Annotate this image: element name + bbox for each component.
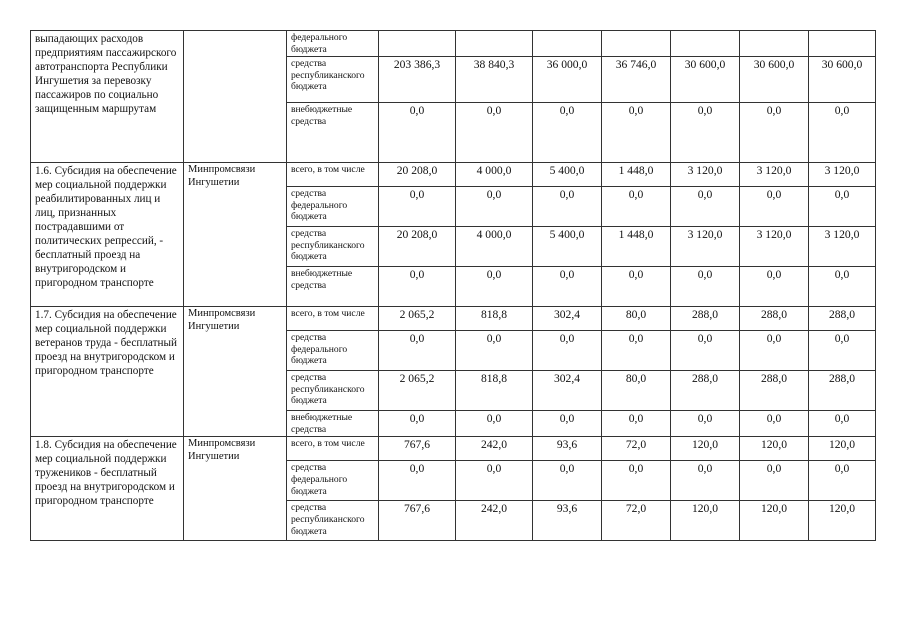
- value-cell: 0,0: [456, 103, 533, 163]
- value-cell: [456, 31, 533, 57]
- funding-source-cell: всего, в том числе: [287, 163, 379, 187]
- value-cell: 0,0: [602, 331, 671, 371]
- executor-cell: Минпромсвязи Ингушетии: [184, 437, 287, 541]
- value-cell: 0,0: [533, 187, 602, 227]
- value-cell: 72,0: [602, 501, 671, 541]
- value-cell: 0,0: [533, 411, 602, 437]
- value-cell: [379, 31, 456, 57]
- value-cell: 0,0: [456, 267, 533, 307]
- value-cell: 0,0: [379, 267, 456, 307]
- value-cell: 0,0: [809, 411, 876, 437]
- value-cell: 0,0: [809, 187, 876, 227]
- value-cell: 0,0: [379, 187, 456, 227]
- value-cell: 1 448,0: [602, 163, 671, 187]
- measure-cell: 1.8. Субсидия на обеспечение мер социальной поддержки тружеников - бесплатный проезд на внутригородском и пригородном транспорте: [31, 437, 184, 541]
- value-cell: 302,4: [533, 307, 602, 331]
- funding-source-cell: федерального бюджета: [287, 31, 379, 57]
- value-cell: 818,8: [456, 307, 533, 331]
- value-cell: 30 600,0: [740, 57, 809, 103]
- value-cell: 3 120,0: [671, 163, 740, 187]
- funding-source-cell: всего, в том числе: [287, 307, 379, 331]
- value-cell: [533, 31, 602, 57]
- funding-source-cell: средства республиканского бюджета: [287, 227, 379, 267]
- value-cell: 288,0: [671, 307, 740, 331]
- value-cell: 93,6: [533, 501, 602, 541]
- value-cell: 0,0: [379, 103, 456, 163]
- value-cell: 5 400,0: [533, 227, 602, 267]
- value-cell: 302,4: [533, 371, 602, 411]
- funding-source-cell: внебюджетные средства: [287, 103, 379, 163]
- value-cell: 0,0: [379, 411, 456, 437]
- value-cell: 0,0: [533, 103, 602, 163]
- value-cell: 0,0: [740, 187, 809, 227]
- measure-cell: выпадающих расходов предприятиям пассажирского автотранспорта Республики Ингушетия за перевозку пассажиров по социально защищенным маршрутам: [31, 31, 184, 163]
- value-cell: 242,0: [456, 437, 533, 461]
- value-cell: 0,0: [379, 461, 456, 501]
- value-cell: [740, 31, 809, 57]
- value-cell: 120,0: [809, 437, 876, 461]
- value-cell: 0,0: [602, 103, 671, 163]
- value-cell: 0,0: [602, 187, 671, 227]
- value-cell: 767,6: [379, 437, 456, 461]
- value-cell: 0,0: [533, 331, 602, 371]
- value-cell: 0,0: [456, 187, 533, 227]
- value-cell: 0,0: [379, 331, 456, 371]
- value-cell: 288,0: [740, 371, 809, 411]
- value-cell: 0,0: [671, 331, 740, 371]
- funding-source-cell: внебюджетные средства: [287, 411, 379, 437]
- value-cell: 30 600,0: [671, 57, 740, 103]
- value-cell: 36 746,0: [602, 57, 671, 103]
- value-cell: 1 448,0: [602, 227, 671, 267]
- value-cell: 0,0: [456, 411, 533, 437]
- value-cell: 0,0: [456, 331, 533, 371]
- value-cell: 93,6: [533, 437, 602, 461]
- value-cell: 3 120,0: [740, 163, 809, 187]
- value-cell: 288,0: [671, 371, 740, 411]
- value-cell: 4 000,0: [456, 227, 533, 267]
- value-cell: 818,8: [456, 371, 533, 411]
- table-row: [31, 307, 876, 331]
- value-cell: 0,0: [740, 461, 809, 501]
- funding-source-cell: средства республиканского бюджета: [287, 371, 379, 411]
- value-cell: 0,0: [602, 411, 671, 437]
- table-row: [31, 31, 876, 57]
- value-cell: 242,0: [456, 501, 533, 541]
- value-cell: 288,0: [809, 307, 876, 331]
- value-cell: 0,0: [671, 267, 740, 307]
- value-cell: 288,0: [740, 307, 809, 331]
- executor-cell: Минпромсвязи Ингушетии: [184, 307, 287, 437]
- value-cell: 0,0: [740, 411, 809, 437]
- value-cell: 72,0: [602, 437, 671, 461]
- value-cell: 2 065,2: [379, 371, 456, 411]
- value-cell: [809, 31, 876, 57]
- funding-source-cell: внебюджетные средства: [287, 267, 379, 307]
- value-cell: [602, 31, 671, 57]
- value-cell: 120,0: [671, 501, 740, 541]
- executor-cell: [184, 31, 287, 163]
- value-cell: 36 000,0: [533, 57, 602, 103]
- funding-source-cell: всего, в том числе: [287, 437, 379, 461]
- value-cell: 20 208,0: [379, 163, 456, 187]
- value-cell: 20 208,0: [379, 227, 456, 267]
- measure-cell: 1.6. Субсидия на обеспечение мер социальной поддержки реабилитированных лиц и лиц, признанных пострадавшими от политических репрессий, - бесплатный проезд на внутригородском и пригородном транспорте: [31, 163, 184, 307]
- funding-source-cell: средства федерального бюджета: [287, 187, 379, 227]
- budget-table-body: [31, 31, 876, 541]
- value-cell: 767,6: [379, 501, 456, 541]
- value-cell: 203 386,3: [379, 57, 456, 103]
- value-cell: 5 400,0: [533, 163, 602, 187]
- value-cell: 0,0: [671, 187, 740, 227]
- value-cell: 80,0: [602, 307, 671, 331]
- value-cell: 4 000,0: [456, 163, 533, 187]
- funding-source-cell: средства федерального бюджета: [287, 331, 379, 371]
- value-cell: 3 120,0: [740, 227, 809, 267]
- value-cell: 0,0: [740, 331, 809, 371]
- value-cell: 2 065,2: [379, 307, 456, 331]
- funding-source-cell: средства республиканского бюджета: [287, 57, 379, 103]
- value-cell: 0,0: [533, 267, 602, 307]
- value-cell: 3 120,0: [809, 227, 876, 267]
- value-cell: 30 600,0: [809, 57, 876, 103]
- value-cell: 3 120,0: [671, 227, 740, 267]
- value-cell: 0,0: [809, 103, 876, 163]
- value-cell: 0,0: [602, 267, 671, 307]
- measure-cell: 1.7. Субсидия на обеспечение мер социальной поддержки ветеранов труда - бесплатный проезд на внутригородском и пригородном транспорте: [31, 307, 184, 437]
- budget-table: [30, 30, 876, 541]
- value-cell: 0,0: [809, 331, 876, 371]
- funding-source-cell: средства республиканского бюджета: [287, 501, 379, 541]
- funding-source-cell: средства федерального бюджета: [287, 461, 379, 501]
- value-cell: 0,0: [740, 103, 809, 163]
- value-cell: 0,0: [456, 461, 533, 501]
- value-cell: 0,0: [740, 267, 809, 307]
- value-cell: 0,0: [602, 461, 671, 501]
- value-cell: 0,0: [809, 461, 876, 501]
- value-cell: [671, 31, 740, 57]
- value-cell: 120,0: [809, 501, 876, 541]
- value-cell: 38 840,3: [456, 57, 533, 103]
- value-cell: 288,0: [809, 371, 876, 411]
- value-cell: 0,0: [809, 267, 876, 307]
- value-cell: 120,0: [671, 437, 740, 461]
- value-cell: 0,0: [671, 461, 740, 501]
- value-cell: 80,0: [602, 371, 671, 411]
- value-cell: 120,0: [740, 501, 809, 541]
- value-cell: 0,0: [671, 103, 740, 163]
- value-cell: 3 120,0: [809, 163, 876, 187]
- value-cell: 0,0: [671, 411, 740, 437]
- value-cell: 120,0: [740, 437, 809, 461]
- table-row: [31, 437, 876, 461]
- value-cell: 0,0: [533, 461, 602, 501]
- executor-cell: Минпромсвязи Ингушетии: [184, 163, 287, 307]
- table-row: [31, 163, 876, 187]
